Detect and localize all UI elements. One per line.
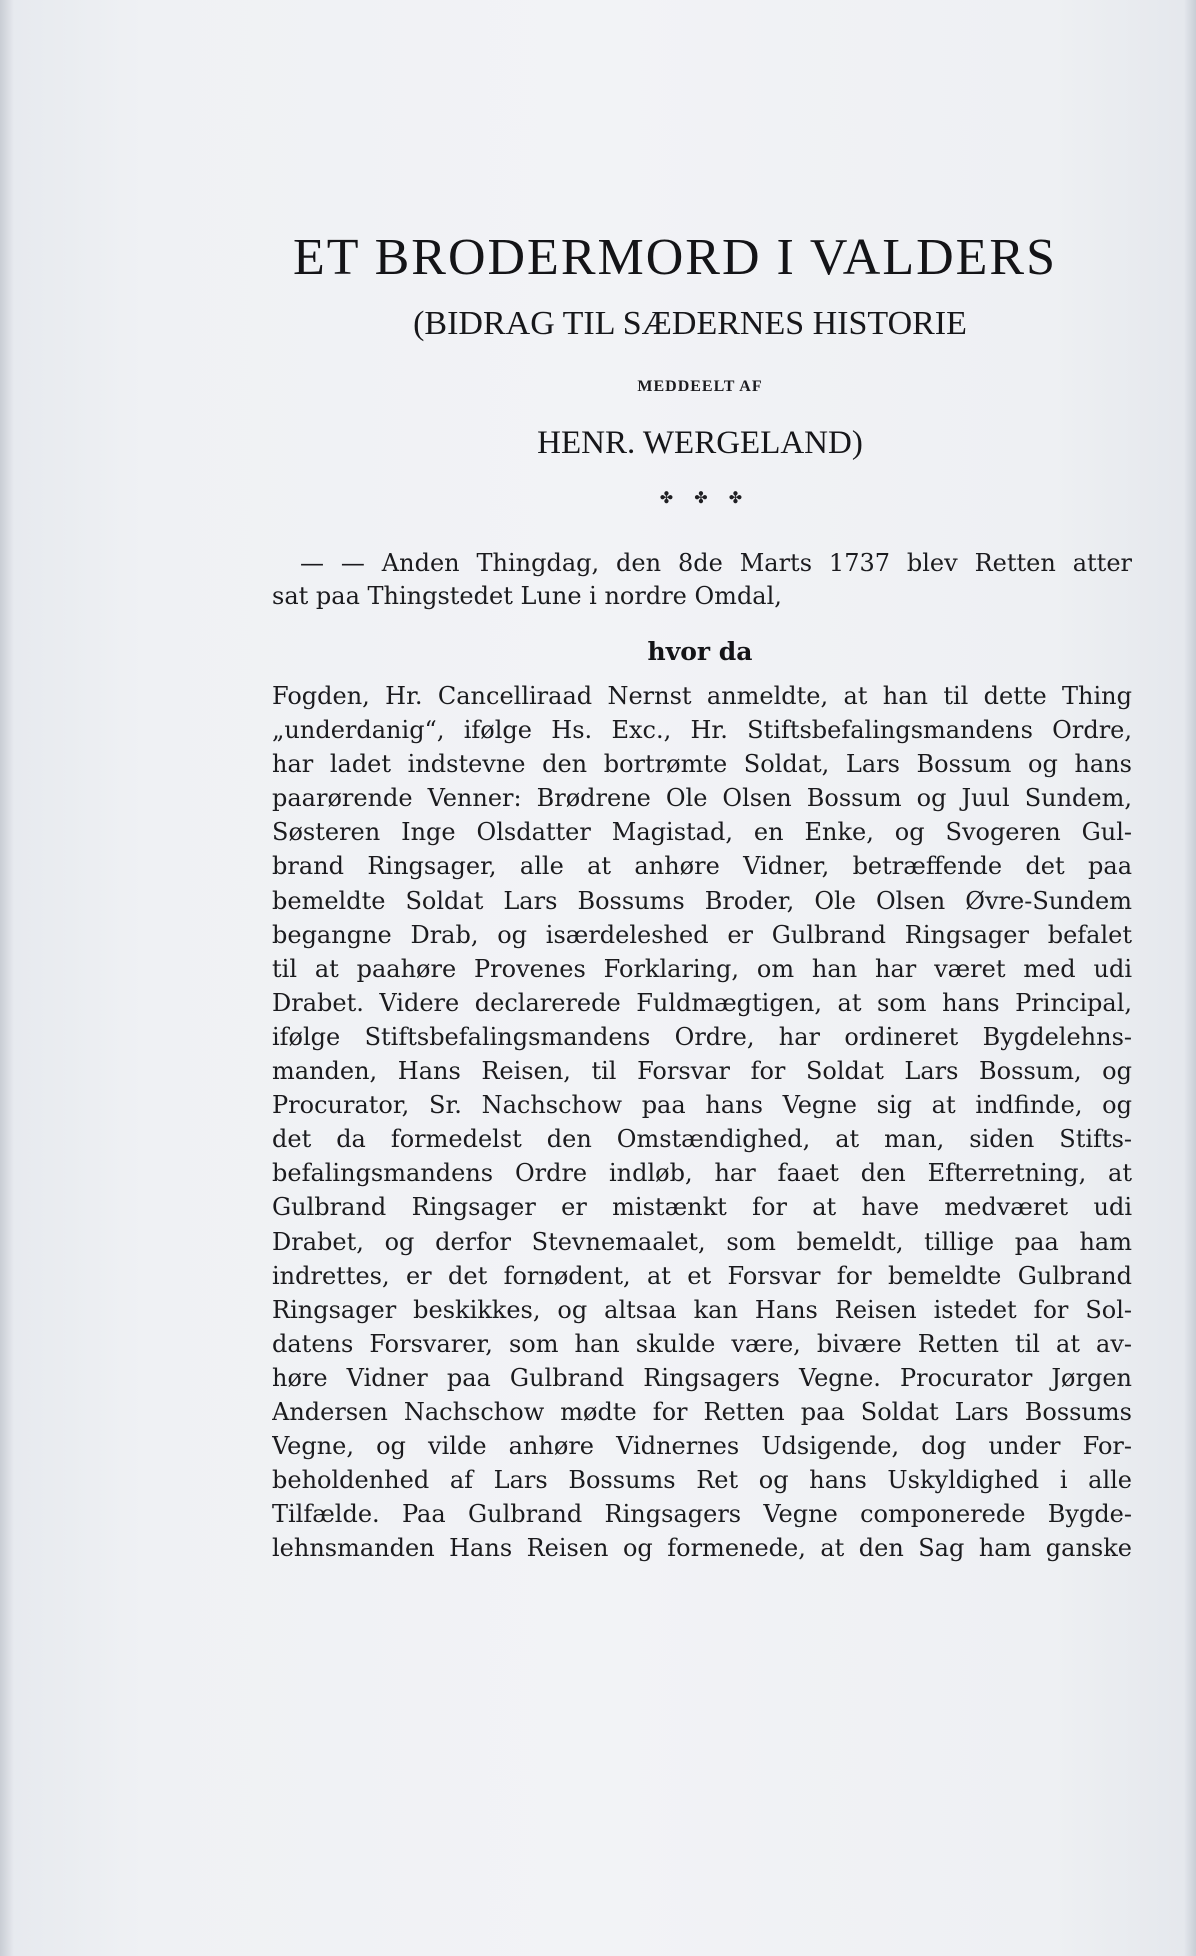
text-line: indrettes, er det fornødent, at et Forsvar for bemeldte Gulbrand [272,1261,1132,1290]
text-line: høre Vidner paa Gulbrand Ringsagers Vegne. Procurator Jørgen [272,1363,1132,1392]
text-line: befalingsmandens Ordre indløb, har faaet den Efterretning, at [272,1159,1132,1188]
text-line: Andersen Nachschow mødte for Retten paa Soldat Lars Bossums [272,1397,1132,1426]
text-line: paarørende Venner: Brødrene Ole Olsen Bossum og Juul Sundem, [272,784,1132,813]
opening-paragraph [272,547,1132,613]
author-name: HENR. WERGELAND) [537,425,863,461]
text-line: Ringsager beskikkes, og altsaa kan Hans Reisen istedet for Sol- [272,1295,1132,1324]
text-line: lehnsmanden Hans Reisen og formenede, at den Sag ham ganske [272,1534,1132,1563]
text-line: Drabet. Videre declarerede Fuldmægtigen, at som hans Principal, [272,988,1132,1017]
page-edge-right [1184,0,1196,1956]
text-line: Tilfælde. Paa Gulbrand Ringsagers Vegne componerede Bygde- [272,1500,1132,1529]
text-line: ifølge Stiftsbefalingsmandens Ordre, har ordineret Bygdelehns- [272,1022,1132,1051]
text-line: „underdanig“, ifølge Hs. Exc., Hr. Stiftsbefalingsmandens Ordre, [272,716,1132,745]
text-line: begangne Drab, og isærdeleshed er Gulbrand Ringsager befalet [272,920,1132,949]
opening-line-2: sat paa Thingstedet Lune i nordre Omdal, [272,582,782,610]
text-line: Fogden, Hr. Cancelliraad Nernst anmeldte, at han til dette Thing [272,682,1132,710]
text-line: Gulbrand Ringsager er mistænkt for at have medværet udi [272,1193,1132,1222]
text-line: Vegne, og vilde anhøre Vidnernes Udsigende, dog under For- [272,1432,1132,1461]
text-line: bemeldte Soldat Lars Bossums Broder, Ole Olsen Øvre-Sundem [272,886,1132,915]
text-line: brand Ringsager, alle at anhøre Vidner, betræffende det paa [272,852,1132,881]
ornament-icon: ✤ ✤ ✤ [659,488,751,507]
text-line: beholdenhed af Lars Bossums Ret og hans Uskyldighed i alle [272,1466,1132,1495]
article-title: ET BRODERMORD I VALDERS [293,229,1057,286]
text-line: det da formedelst den Omstændighed, at man, siden Stifts- [272,1125,1132,1154]
article-subtitle: (BIDRAG TIL SÆDERNES HISTORIE [413,305,967,342]
text-line: Procurator, Sr. Nachschow paa hans Vegne sig at indfinde, og [272,1091,1132,1120]
text-line: til at paahøre Provenes Forklaring, om han har været med udi [272,954,1132,983]
text-line: Søsteren Inge Olsdatter Magistad, en Enke, og Svogeren Gul- [272,818,1132,847]
text-line: datens Forsvarer, som han skulde være, bivære Retten til at av- [272,1329,1132,1358]
contributed-by-label: MEDDEELT AF [637,378,763,395]
text-line: har ladet indstevne den bortrømte Soldat, Lars Bossum og hans [272,750,1132,779]
body-paragraph [272,679,1132,1565]
page-edge-left [0,0,14,1956]
text-line: Drabet, og derfor Stevnemaalet, som bemeldt, tillige paa ham [272,1227,1132,1256]
opening-line-1: — — Anden Thingdag, den 8de Marts 1737 blev Retten atter [300,549,1132,577]
section-heading-hvor-da: hvor da [647,637,753,666]
text-line: manden, Hans Reisen, til Forsvar for Soldat Lars Bossum, og [272,1057,1132,1086]
